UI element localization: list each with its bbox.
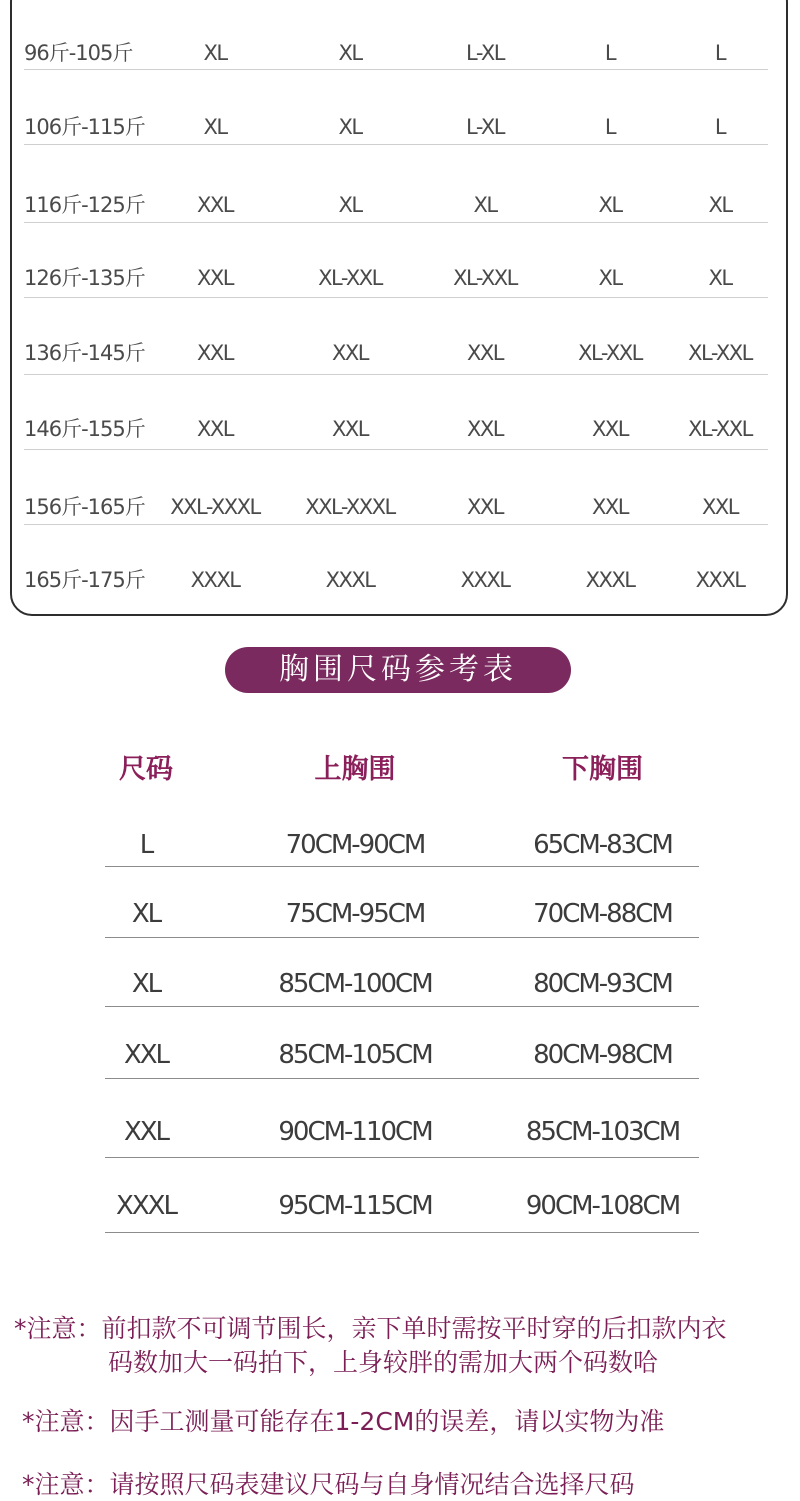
weight-row [0, 92, 800, 162]
weight-range: 136斤-145斤 [24, 341, 145, 365]
row-divider [105, 937, 699, 938]
note-text: *注意：因手工测量可能存在1-2CM的误差，请以实物为准 [22, 1407, 665, 1436]
weight-row [0, 18, 800, 88]
size-cell: L [714, 115, 726, 139]
bust-row [0, 879, 800, 949]
size-cell: XXXL [325, 568, 375, 592]
bust-row [0, 810, 800, 880]
weight-range: 146斤-155斤 [24, 417, 145, 441]
weight-range: 126斤-135斤 [24, 266, 145, 290]
size-cell: XXXL [116, 1191, 176, 1221]
upper-bust-cell: 85CM-105CM [278, 1040, 432, 1070]
row-divider [105, 866, 699, 867]
under-bust-cell: 90CM-108CM [525, 1191, 680, 1221]
row-divider [24, 69, 768, 70]
size-cell: XXXL [460, 568, 510, 592]
weight-row [0, 170, 800, 240]
size-cell: XL-XXL [578, 341, 642, 365]
row-divider [24, 524, 768, 525]
weight-row [0, 545, 800, 615]
bust-row [0, 949, 800, 1019]
upper-bust-cell: 90CM-110CM [278, 1117, 432, 1147]
size-cell: XL [131, 969, 161, 999]
weight-range: 156斤-165斤 [24, 495, 145, 519]
size-cell: XXXL [190, 568, 240, 592]
row-divider [24, 449, 768, 450]
upper-bust-cell: 75CM-95CM [285, 899, 425, 929]
size-cell: XXXL [695, 568, 745, 592]
row-divider [105, 1157, 699, 1158]
size-cell: XXL [123, 1040, 169, 1070]
weight-row [0, 394, 800, 464]
size-cell: XL [473, 193, 497, 217]
size-cell: XXL [197, 266, 233, 290]
row-divider [105, 1232, 699, 1233]
weight-range: 165斤-175斤 [24, 568, 145, 592]
weight-row [0, 318, 800, 388]
size-cell: XXL [467, 341, 503, 365]
size-cell: XL-XXL [688, 341, 752, 365]
size-cell: XL-XXL [688, 417, 752, 441]
size-cell: XL-XXL [318, 266, 382, 290]
header-size: 尺码 [119, 754, 173, 785]
row-divider [24, 374, 768, 375]
row-divider [24, 222, 768, 223]
size-cell: L [714, 41, 726, 65]
weight-range: 116斤-125斤 [24, 193, 145, 217]
size-cell: XXL [467, 417, 503, 441]
size-cell: XXL [332, 341, 368, 365]
bust-row [0, 1020, 800, 1090]
weight-row [0, 472, 800, 542]
size-cell: XL [598, 193, 622, 217]
note-text: *注意：前扣款不可调节围长，亲下单时需按平时穿的后扣款内衣 [14, 1314, 727, 1343]
size-cell: XL [708, 193, 732, 217]
size-cell: L [604, 115, 616, 139]
size-cell: XL [708, 266, 732, 290]
under-bust-cell: 80CM-93CM [533, 969, 672, 999]
header-under-bust: 下胸围 [562, 754, 643, 785]
size-cell: XXL [332, 417, 368, 441]
size-cell: XXL-XXXL [170, 495, 260, 519]
note-text: 码数加大一码拍下，上身较胖的需加大两个码数哈 [108, 1348, 659, 1377]
size-cell: XL-XXL [453, 266, 517, 290]
size-cell: XL [338, 115, 362, 139]
row-divider [105, 1078, 699, 1079]
size-cell: XXL [702, 495, 738, 519]
bust-table-title: 胸围尺码参考表 [225, 647, 571, 693]
size-cell: XL [338, 193, 362, 217]
row-divider [24, 297, 768, 298]
size-cell: XXL [592, 495, 628, 519]
bust-row [0, 1171, 800, 1241]
upper-bust-cell: 70CM-90CM [285, 830, 425, 860]
size-cell: XXL-XXXL [305, 495, 395, 519]
size-cell: XL [338, 41, 362, 65]
size-cell: XXL [197, 193, 233, 217]
row-divider [24, 144, 768, 145]
under-bust-cell: 80CM-98CM [533, 1040, 672, 1070]
weight-range: 106斤-115斤 [24, 115, 145, 139]
upper-bust-cell: 85CM-100CM [278, 969, 432, 999]
size-cell: XXL [123, 1117, 169, 1147]
size-cell: XXL [197, 341, 233, 365]
under-bust-cell: 85CM-103CM [525, 1117, 680, 1147]
size-cell: XL [203, 115, 227, 139]
size-cell: XXL [467, 495, 503, 519]
size-cell: L [139, 830, 153, 860]
size-cell: XL [131, 899, 161, 929]
under-bust-cell: 65CM-83CM [533, 830, 672, 860]
weight-row [0, 243, 800, 313]
size-cell: XXXL [585, 568, 635, 592]
size-cell: XXL [197, 417, 233, 441]
weight-range: 96斤-105斤 [24, 41, 133, 65]
size-cell: XXL [592, 417, 628, 441]
upper-bust-cell: 95CM-115CM [278, 1191, 432, 1221]
header-upper-bust: 上胸围 [314, 754, 396, 785]
size-cell: L [604, 41, 616, 65]
note-text: *注意：请按照尺码表建议尺码与自身情况结合选择尺码 [22, 1470, 635, 1499]
size-cell: L-XL [466, 41, 504, 65]
size-cell: L-XL [466, 115, 504, 139]
size-cell: XL [203, 41, 227, 65]
row-divider [105, 1006, 699, 1007]
under-bust-cell: 70CM-88CM [533, 899, 672, 929]
size-cell: XL [598, 266, 622, 290]
